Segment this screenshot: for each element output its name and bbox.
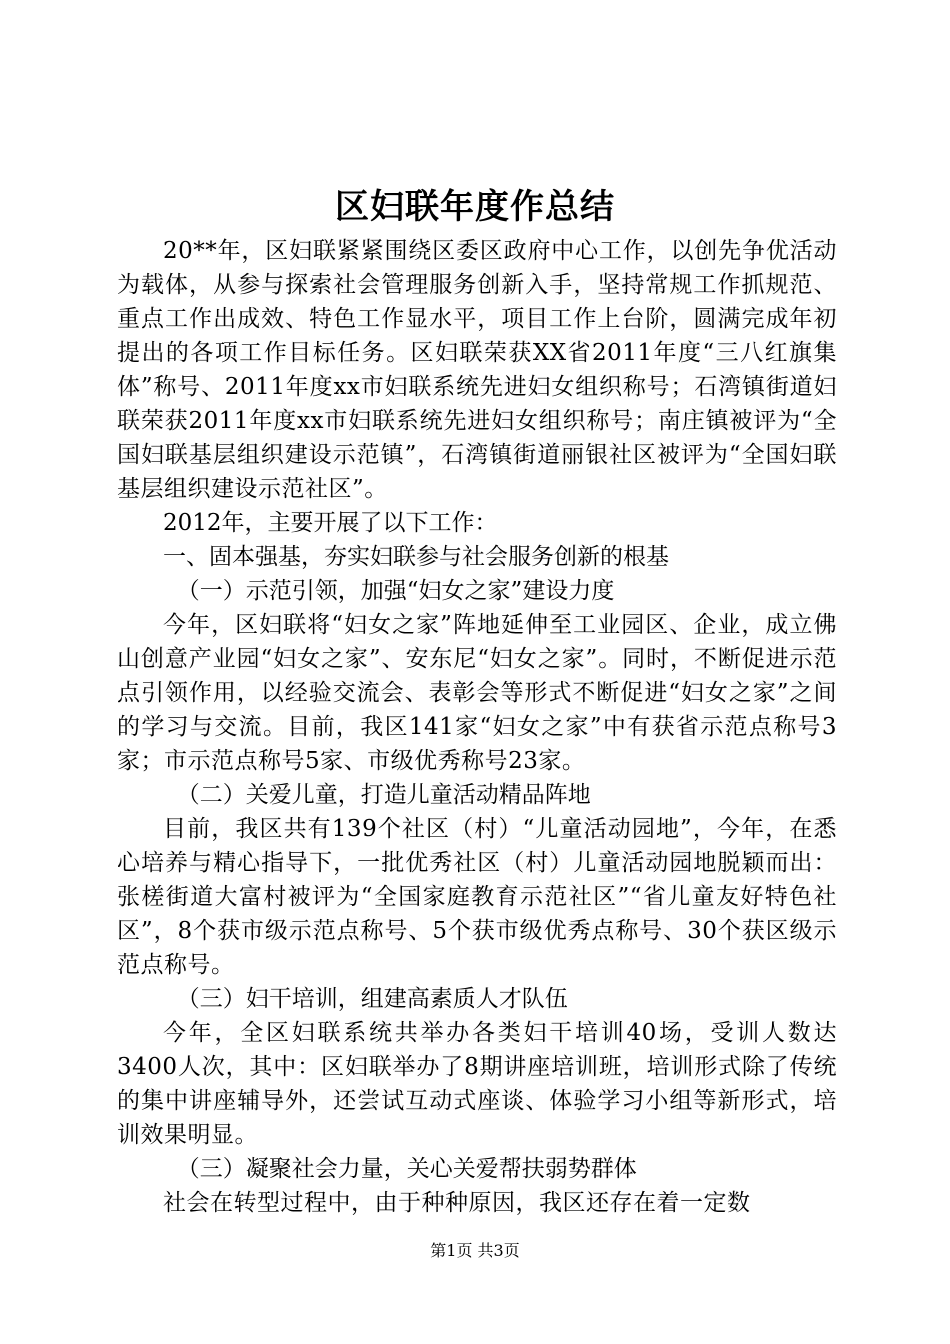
body-paragraph: 今年，区妇联将“妇女之家”阵地延伸至工业园区、企业，成立佛山创意产业园“妇女之家”、安东尼“妇女之家”。同时，不断促进示范点引领作用，以经验交流会、表彰会等形式不断促进“妇女之家”之间的学习与交流。目前，我区141家“妇女之家”中有获省示范点称号3家；市示范点称号5家、市级优秀称号23家。 [117, 612, 837, 774]
document-title: 区妇联年度作总结 [335, 187, 615, 227]
section-intro: 2012年，主要开展了以下工作： [163, 510, 498, 536]
subsection-heading: （二）关爱儿童，打造儿童活动精品阵地 [176, 782, 591, 808]
document-body [117, 234, 837, 1220]
body-paragraph: 20**年，区妇联紧紧围绕区委区政府中心工作，以创先争优活动为载体，从参与探索社会管理服务创新入手，坚持常规工作抓规范、重点工作出成效、特色工作显水平，项目工作上台阶，圆满完成年初提出的各项工作目标任务。区妇联荣获XX省2011年度“三八红旗集体”称号、2011年度xx市妇联系统先进妇女组织称号；石湾镇街道妇联荣获2011年度xx市妇联系统先进妇女组织称号；南庄镇被评为“全国妇联基层组织建设示范镇”，石湾镇街道丽银社区被评为“全国妇联基层组织建设示范社区”。 [117, 238, 837, 502]
subsection-heading: （三）凝聚社会力量，关心关爱帮扶弱势群体 [176, 1156, 637, 1182]
body-paragraph: 今年，全区妇联系统共举办各类妇干培训40场，受训人数达3400人次，其中：区妇联举办了8期讲座培训班，培训形式除了传统的集中讲座辅导外，还尝试互动式座谈、体验学习小组等新形式，培训效果明显。 [117, 1020, 837, 1148]
body-paragraph: 社会在转型过程中，由于种种原因，我区还存在着一定数 [163, 1190, 751, 1216]
page-footer: 第1页 共3页 [430, 1241, 520, 1260]
subsection-heading: （三）妇干培训，组建高素质人才队伍 [176, 986, 568, 1012]
section-heading: 一、固本强基，夯实妇联参与社会服务创新的根基 [163, 544, 669, 570]
subsection-heading: （一）示范引领，加强“妇女之家”建设力度 [176, 578, 615, 604]
body-paragraph: 目前，我区共有139个社区（村）“儿童活动园地”，今年，在悉心培养与精心指导下，一批优秀社区（村）儿童活动园地脱颖而出：张槎街道大富村被评为“全国家庭教育示范社区”“省儿童友好特色社区”，8个获市级示范点称号、5个获市级优秀点称号、30个获区级示范点称号。 [117, 816, 837, 978]
